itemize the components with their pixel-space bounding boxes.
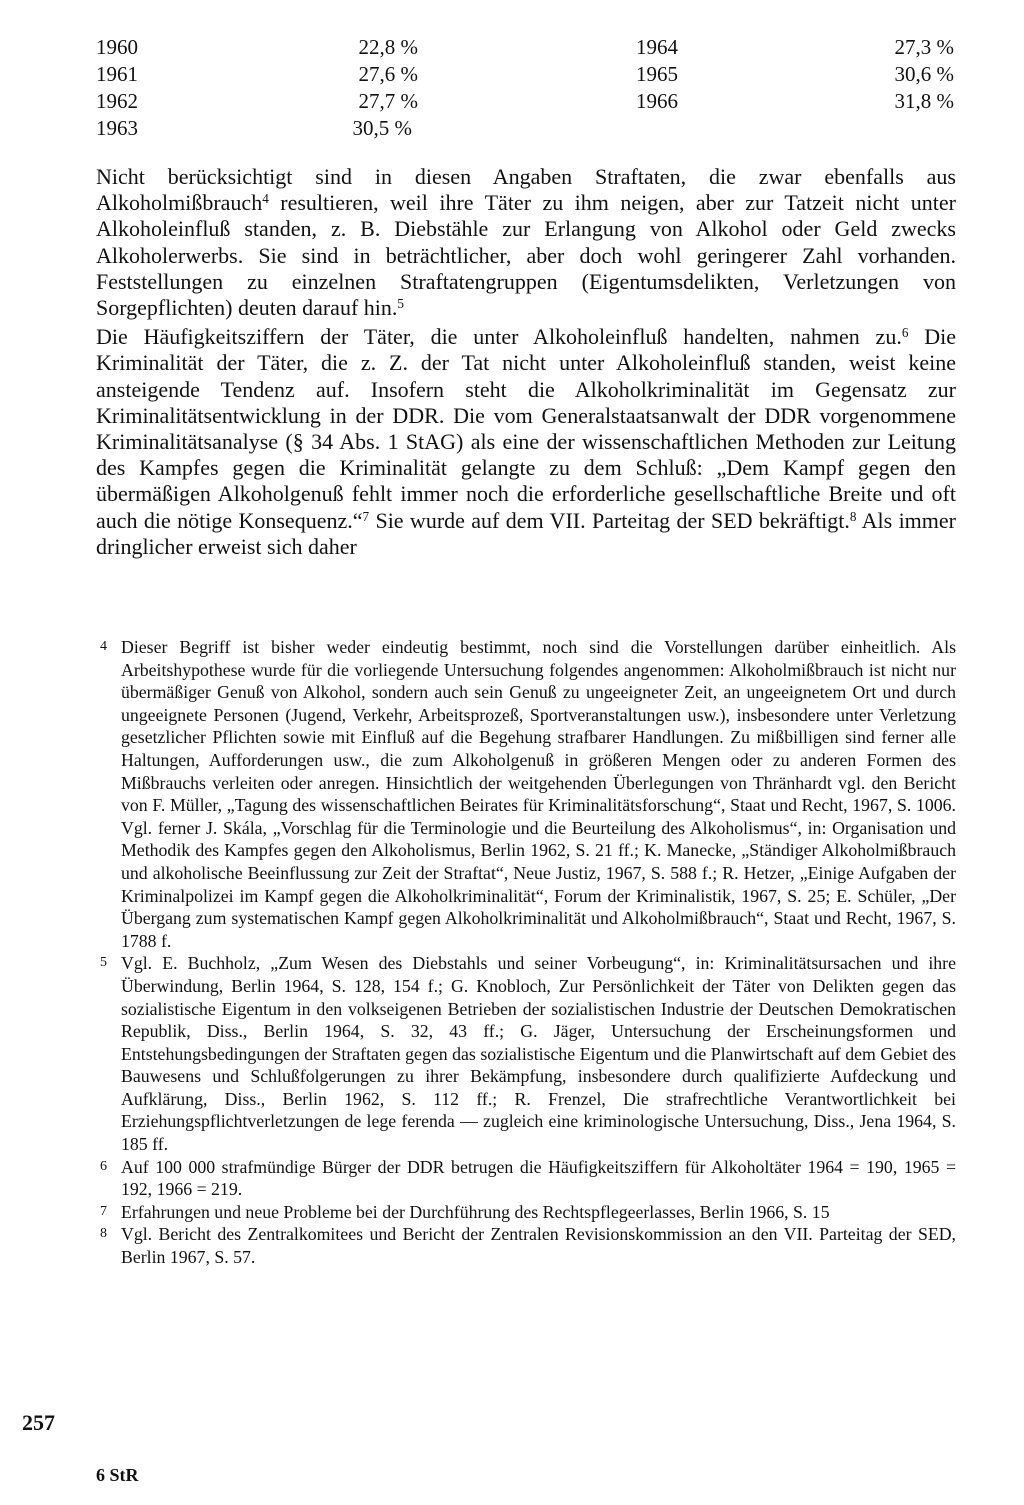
stat-row bbox=[96, 88, 418, 114]
footnotes bbox=[100, 636, 956, 1269]
printer-signature: 6 StR bbox=[96, 1465, 139, 1485]
footnote bbox=[100, 1201, 956, 1224]
footnote-ref[interactable]: 8 bbox=[849, 508, 857, 524]
paragraph-text: Nicht berücksichtigt sind in diesen Angaben Straftaten, die zwar ebenfalls aus Alkoholmißbrauch bbox=[96, 164, 956, 216]
footnote-text: Dieser Begriff ist bisher weder eindeutig bestimmt, noch sind die Vorstellungen darüber einheitlich. Als Arbeitshypothese wurde für die vorliegende Untersuchung folgendes angenommen: Alkoholmißbrauch ist nicht nur übermäßiger Genuß von Alkohol, sondern auch sein Genuß zu ungeeigneter Zeit, an ungeeignetem Ort und durch ungeeignete Personen (Jugend, Verkehr, Arbeitsprozeß, Sportveranstaltungen usw.), insbesondere unter Verletzung gesetzlicher Pflichten sowie mit Einfluß auf die Begehung strafbarer Handlungen. Zu mißbilligen sind ferner alle Haltungen, Aufforderungen usw., die zum Alkoholgenuß in größeren Mengen oder zu anderen Formen des Mißbrauchs verleiten oder anregen. Hinsichtlich der weitgehenden Überlegungen von Thränhardt vgl. den Bericht von F. Müller, „Tagung des wissenschaftlichen Beirates für Kriminalitätsforschung“, Staat und Recht, 1967, S. 1006. Vgl. ferner J. Skála, „Vorschlag für die Terminologie und die Beurteilung des Alkoholismus“, in: Organisation und Methodik des Kampfes gegen den Alkoholismus, Berlin 1962, S. 21 ff.; K. Manecke, „Ständiger Alkoholmißbrauch und alkoholische Beeinflussung zur Zeit der Straftat“, Neue Justiz, 1967, S. 588 f.; R. Hetzer, „Einige Aufgaben der Kriminalpolizei im Kampf gegen die Alkoholkriminalität“, Forum der Kriminalistik, 1967, S. 25; E. Schüler, „Der Übergang zum systematischen Kampf gegen Alkoholkriminalität und Alkoholmißbrauch“, Staat und Recht, 1967, S. 1788 f. bbox=[121, 637, 956, 951]
footnote-ref[interactable]: 5 bbox=[397, 295, 404, 311]
stat-year: 1962 bbox=[96, 89, 138, 113]
body-text bbox=[96, 164, 956, 560]
stat-value: 22,8 % bbox=[358, 35, 418, 59]
paragraph bbox=[96, 164, 956, 321]
footnote bbox=[100, 636, 956, 952]
footnote bbox=[100, 952, 956, 1155]
footnote-number: 8 bbox=[100, 1226, 107, 1242]
footnote-ref[interactable]: 7 bbox=[362, 508, 370, 524]
footnote-text: Vgl. E. Buchholz, „Zum Wesen des Diebstahls und seiner Vorbeugung“, in: Kriminalitätsursachen und ihre Überwindung, Berlin 1964, S. 128, 154 f.; G. Knobloch, Zur Persönlichkeit der Täter von Delikten gegen das sozialistische Eigentum in den volkseigenen Betrieben der sozialistischen Industrie der Deutschen Demokratischen Republik, Diss., Berlin 1964, S. 32, 43 ff.; G. Jäger, Untersuchung der Erscheinungsformen und Entstehungsbedingungen der Straftaten gegen das sozialistische Eigentum und die Planwirtschaft auf dem Gebiet des Bauwesens und Schlußfolgerungen zu ihrer Bekämpfung, insbesondere durch qualifizierte Aufdeckung und Aufklärung, Diss., Berlin 1962, S. 112 ff.; R. Frenzel, Die strafrechtliche Verantwortlichkeit bei Erziehungspflichtverletzungen de lege ferenda — zugleich eine kriminologische Untersuchung, Diss., Jena 1964, S. 185 ff. bbox=[121, 953, 956, 1155]
footnote-text: Erfahrungen und neue Probleme bei der Durchführung des Rechtspflegeerlasses, Berlin 1966, S. 15 bbox=[121, 1201, 830, 1222]
stat-year: 1963 bbox=[96, 116, 138, 140]
stat-row bbox=[96, 34, 418, 60]
paragraph-text: resultieren, weil ihre Täter zu ihm neigen, aber zur Tatzeit nicht unter Alkoholeinfluß standen, z. B. Diebstähle zur Erlangung von Alkohol oder Geld zwecks Alkoholerwerbs. Sie sind in beträchtlicher, aber doch wohl geringerer Zahl vorhanden. Feststellungen zu einzelnen Straftatengruppen (Eigentumsdelikten, Verletzungen von Sorgepflichten) deuten darauf hin. bbox=[96, 190, 956, 321]
stat-row bbox=[96, 61, 418, 87]
stat-row bbox=[636, 61, 954, 87]
stat-value: 30,5 % bbox=[352, 116, 412, 140]
stat-value: 30,6 % bbox=[894, 62, 954, 86]
footnote-text: Auf 100 000 strafmündige Bürger der DDR betrugen die Häufigkeitsziffern für Alkoholtäter 1964 = 190, 1965 = 192, 1966 = 219. bbox=[121, 1156, 956, 1200]
stat-value: 27,3 % bbox=[894, 35, 954, 59]
footnote-ref[interactable]: 4 bbox=[262, 190, 269, 206]
stat-year: 1964 bbox=[636, 35, 678, 59]
footnote-number: 6 bbox=[100, 1158, 107, 1174]
footnote-number: 5 bbox=[100, 955, 107, 971]
paragraph-text: Als immer dringlicher erweist sich daher bbox=[96, 507, 956, 559]
stat-row bbox=[636, 88, 954, 114]
page-number: 257 bbox=[22, 1410, 55, 1435]
paragraph-text: Die Häufigkeitsziffern der Täter, die unter Alkoholeinfluß handelten, nahmen zu. bbox=[96, 324, 902, 350]
footnote bbox=[100, 1223, 956, 1268]
stat-year: 1966 bbox=[636, 89, 678, 113]
stat-value: 31,8 % bbox=[894, 89, 954, 113]
stat-year: 1961 bbox=[96, 62, 138, 86]
footnote-ref[interactable]: 6 bbox=[901, 324, 909, 340]
footnote-number: 7 bbox=[100, 1203, 107, 1219]
stat-year: 1960 bbox=[96, 35, 138, 59]
footnote-text: Vgl. Bericht des Zentralkomitees und Bericht der Zentralen Revisionskommission an den VII. Parteitag der SED, Berlin 1967, S. 57. bbox=[121, 1224, 956, 1268]
footnote-number: 4 bbox=[100, 639, 107, 654]
paragraph bbox=[96, 324, 956, 560]
statistics-table bbox=[96, 34, 966, 144]
stat-year: 1965 bbox=[636, 62, 678, 86]
paragraph-text: Sie wurde auf dem VII. Parteitag der SED bekräftigt. bbox=[369, 507, 850, 533]
stat-value: 27,6 % bbox=[358, 62, 418, 86]
stat-row bbox=[636, 34, 954, 60]
footnote bbox=[100, 1156, 956, 1201]
stat-row bbox=[96, 115, 412, 141]
paragraph-text: Die Kriminalität der Täter, die z. Z. der Tat nicht unter Alkoholeinfluß standen, weist keine ansteigende Tendenz auf. Insofern steht die Alkoholkriminalität im Gegensatz zur Kriminalitätsentwicklung in der DDR. Die vom Generalstaatsanwalt der DDR vorgenommene Kriminalitätsanalyse (§ 34 Abs. 1 StAG) als eine der wissenschaftlichen Methoden zur Leitung des Kampfes gegen die Kriminalität gelangte zu dem Schluß: „Dem Kampf gegen den übermäßigen Alkoholgenuß fehlt immer noch die erforderliche gesellschaftliche Breite und oft auch die nötige Konsequenz.“ bbox=[96, 324, 956, 533]
stat-value: 27,7 % bbox=[358, 89, 418, 113]
